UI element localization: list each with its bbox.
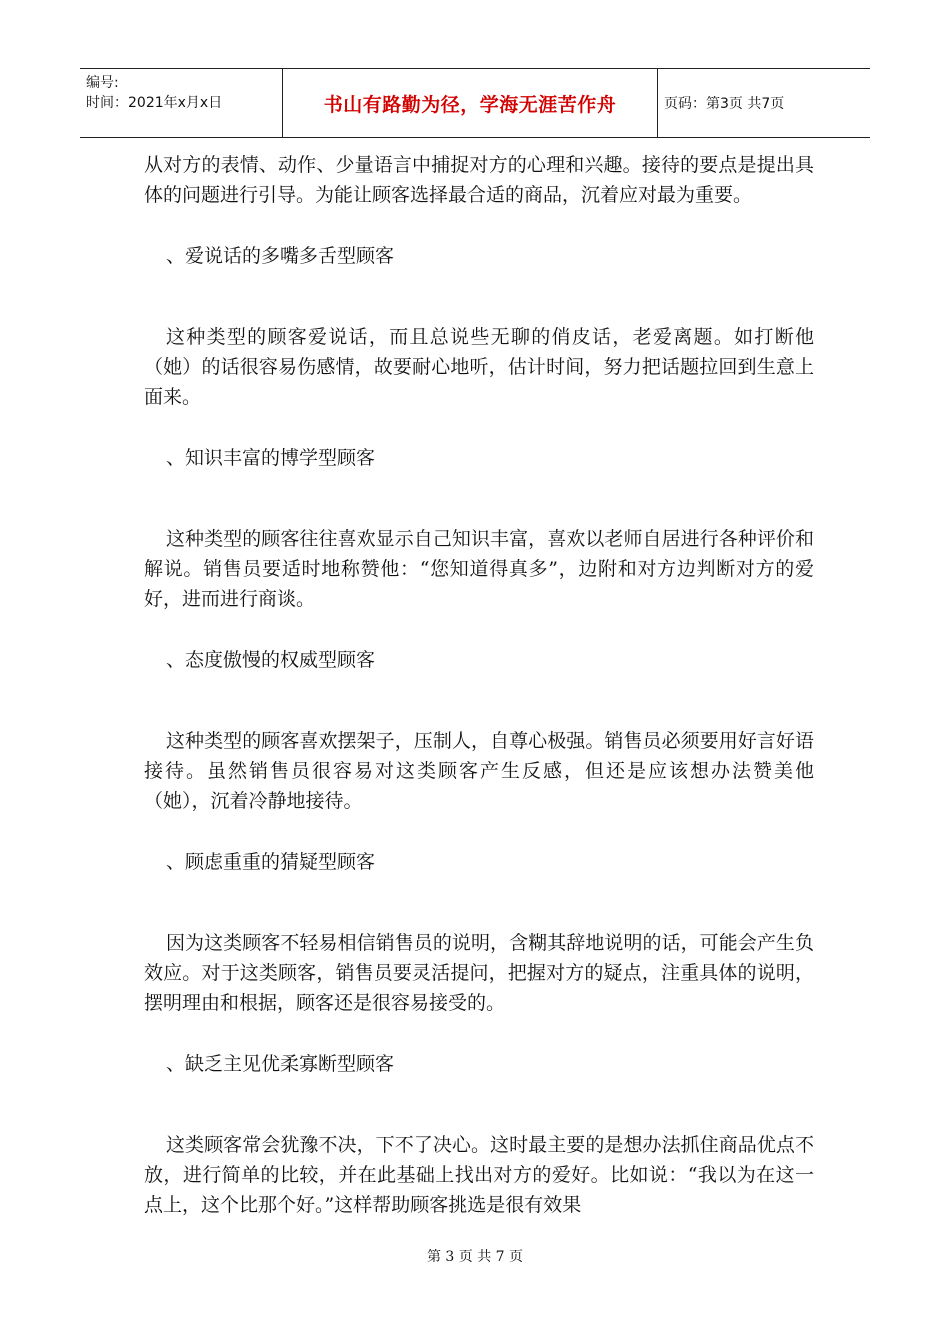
section-heading: 、爱说话的多嘴多舌型顾客 — [166, 245, 395, 267]
section-heading: 、缺乏主见优柔寡断型顾客 — [166, 1053, 395, 1075]
page-footer: 第 3 页 共 7 页 — [426, 1249, 524, 1265]
header-meta — [80, 69, 283, 137]
paragraph: 因为这类顾客不轻易相信销售员的说明，含糊其辞地说明的话，可能会产生负效应。对于这类顾客，销售员要灵活提问，把握对方的疑点，注重具体的说明，摆明理由和根据，顾客还是很容易接受的。 — [144, 932, 814, 1014]
header-page-label: 页码：第3页 共7页 — [664, 96, 785, 112]
paragraph: 这类顾客常会犹豫不决，下不了决心。这时最主要的是想办法抓住商品优点不放，进行简单的比较，并在此基础上找出对方的爱好。比如说：“我以为在这一点上，这个比那个好。”这样帮助顾客挑选是很有效果 — [144, 1134, 814, 1216]
document-number-label: 编号: — [86, 75, 119, 91]
document-date-label: 时间：2021年x月x日 — [86, 95, 223, 111]
section-heading: 、顾虑重重的猜疑型顾客 — [166, 851, 376, 873]
paragraph: 从对方的表情、动作、少量语言中捕捉对方的心理和兴趣。接待的要点是提出具体的问题进行引导。为能让顾客选择最合适的商品，沉着应对最为重要。 — [144, 154, 814, 206]
header-motto: 书山有路勤为径，学海无涯苦作舟 — [323, 93, 617, 116]
paragraph: 这种类型的顾客爱说话，而且总说些无聊的俏皮话，老爱离题。如打断他（她）的话很容易伤感情，故要耐心地听，估计时间，努力把话题拉回到生意上面来。 — [144, 326, 814, 408]
paragraph: 这种类型的顾客喜欢摆架子，压制人，自尊心极强。销售员必须要用好言好语接待。虽然销售员很容易对这类顾客产生反感，但还是应该想办法赞美他（她），沉着冷静地接待。 — [144, 730, 814, 812]
section-heading: 、态度傲慢的权威型顾客 — [166, 649, 376, 671]
document-body — [144, 150, 814, 1220]
paragraph: 这种类型的顾客往往喜欢显示自己知识丰富，喜欢以老师自居进行各种评价和解说。销售员要适时地称赞他：“您知道得真多”，边附和对方边判断对方的爱好，进而进行商谈。 — [144, 528, 814, 610]
header-motto-cell — [283, 69, 658, 137]
header-page-cell — [658, 69, 870, 137]
section-heading: 、知识丰富的博学型顾客 — [166, 447, 376, 469]
page-header — [80, 68, 870, 138]
